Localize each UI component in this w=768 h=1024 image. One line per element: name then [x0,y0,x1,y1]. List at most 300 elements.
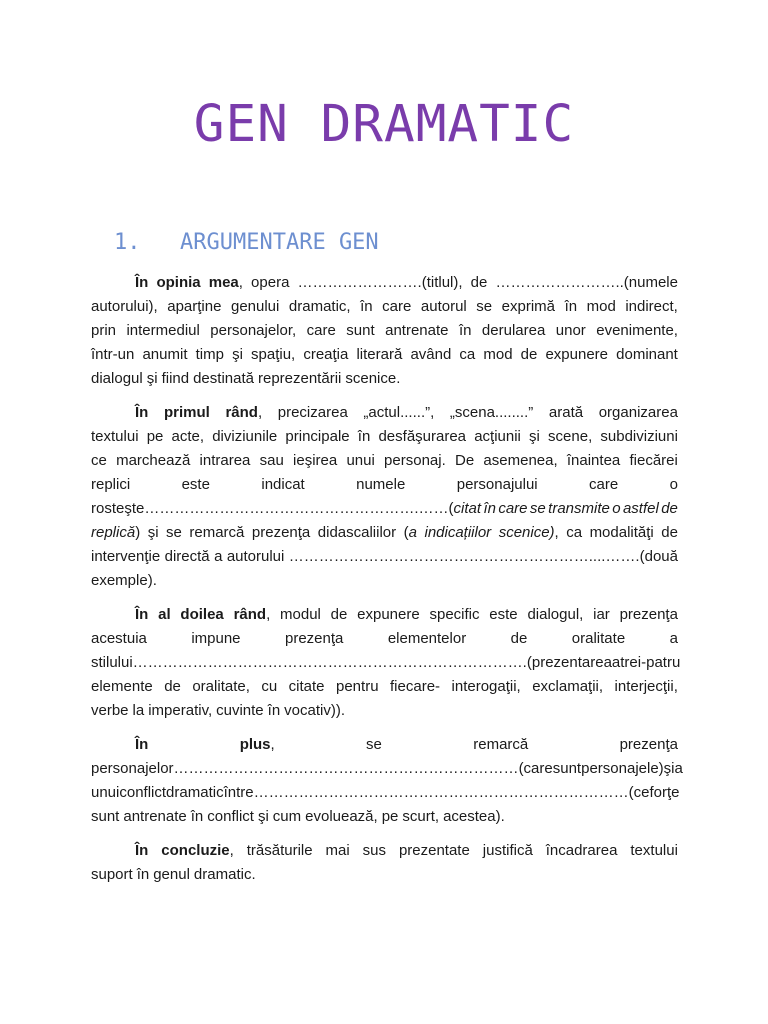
word: citate [288,678,325,695]
word: fiind [161,370,190,387]
word: anumit [142,346,188,363]
word: organizarea [598,404,678,421]
word: cuvinte [216,702,264,719]
word: se [366,736,382,753]
word-group [495,271,678,295]
word-group [247,839,313,863]
word-group [258,367,341,391]
word: indicat [261,476,305,493]
word-group [180,603,223,627]
word: unor [555,322,586,339]
word: antrenate [385,322,449,339]
word-group [164,675,181,699]
word-group [166,521,182,545]
word-group [581,757,664,781]
word-group [587,295,616,319]
word-group [91,319,116,343]
word-group [530,497,546,521]
word: citat [453,500,482,517]
word: între…………………………………………………………………(ce [223,784,650,801]
word: pe [381,808,399,825]
word: interjecţii, [614,678,678,695]
word-group [346,319,374,343]
word-group [336,675,379,699]
word-group [356,473,405,497]
word-group [620,651,680,675]
word: în [190,808,204,825]
word: unui [346,452,375,469]
word: prezenţa [251,524,311,541]
word: replici [91,476,131,493]
word-group [593,603,610,627]
word: textului [91,428,139,445]
word-group [126,319,199,343]
word-group [135,401,148,425]
word: personajului [456,476,538,493]
word: de [520,346,538,363]
word: mea [208,274,239,291]
word: numele [356,476,406,493]
word: intermediul [126,322,200,339]
word-group [251,343,295,367]
word-group [91,651,527,675]
word-group [156,271,200,295]
word-group [260,449,284,473]
word: scene, [548,428,593,445]
word-group [135,271,148,295]
word-group [305,805,378,829]
word-group [363,401,434,425]
word-group [252,521,310,545]
word: În [135,404,149,421]
word-group [91,675,153,699]
word-group [298,271,463,295]
word-group [214,545,222,569]
word-group [166,781,224,805]
word: (care [518,760,553,777]
word: , [238,274,243,291]
word-group [116,449,190,473]
word: oralitate [571,630,626,647]
word: precizarea [277,404,348,421]
word: evoluează, [305,808,378,825]
word: de [661,500,678,517]
word-group [133,699,145,723]
word: prezenţa [284,630,344,647]
page-title: GEN DRAMATIC [193,95,575,154]
word-group [546,839,618,863]
word: , [257,404,263,421]
word: expunere [545,346,609,363]
word-group [307,319,336,343]
word-group [410,343,451,367]
word-group [273,805,301,829]
word-group [284,699,345,723]
word-group [91,757,519,781]
word: De [455,452,475,469]
word: reprezentării [257,370,342,387]
text-line [135,603,678,627]
word-group [293,449,337,473]
word-group [402,805,439,829]
word-group [670,627,678,651]
word: aparţine [167,298,222,315]
word-group [404,521,417,545]
word: forţe [649,784,680,801]
text-line [91,367,678,391]
word: se [166,524,182,541]
word: primul [163,404,210,421]
word-group [366,733,382,757]
word-group [457,473,538,497]
word-group [661,497,678,521]
word: autorului), [91,298,158,315]
word-group [357,603,420,627]
word: rând [233,606,267,623]
word-group [548,425,592,449]
word-group [285,627,343,651]
word: de [470,274,488,291]
word-group [384,449,446,473]
word: destinată [193,370,254,387]
text-line [91,805,678,829]
word-group [424,521,491,545]
word: verbe [91,702,129,719]
word-group [148,699,212,723]
word: sunt [346,322,375,339]
word-group [378,425,466,449]
word-group [212,425,277,449]
word-group [91,521,140,545]
word: acţiunii [474,428,521,445]
word-group [147,367,158,391]
text-line [91,497,678,521]
word: subdiviziuni [600,428,678,445]
word-group [278,401,348,425]
word: literară [356,346,403,363]
word-group [519,757,553,781]
word: timp [195,346,224,363]
word-group [193,367,254,391]
word: impune [191,630,241,647]
word-group [382,295,411,319]
word: astfel [622,500,659,517]
word: o [669,476,678,493]
word-group [91,367,143,391]
word-group [289,295,351,319]
word-group [91,497,481,521]
word: dialogul [91,370,143,387]
word-group [566,521,582,545]
word: oralitate, [192,678,250,695]
word-group [670,473,678,497]
word-group [612,651,620,675]
word-group [596,319,678,343]
word: concluzie [161,842,230,859]
word: prezentate [398,842,470,859]
word: arată [548,404,584,421]
word: a [611,654,621,671]
word: „actul......”, [363,404,435,421]
word-group [473,733,528,757]
word-group [207,805,254,829]
word-group [360,295,373,319]
word-group [545,343,608,367]
word-group [137,863,150,887]
word: care [498,500,528,517]
word-group [182,473,210,497]
word-group [600,425,678,449]
word: opinia [156,274,201,291]
word: în [136,866,150,883]
word-group [483,343,512,367]
word-group [331,603,348,627]
word: cum [272,808,302,825]
text-line [91,757,683,781]
text-line [91,863,678,887]
word-group [452,675,521,699]
word: expunere [357,606,420,623]
word-group [421,295,467,319]
word-group [482,319,545,343]
word-group [216,699,264,723]
word-group [625,295,678,319]
word-group [261,675,277,699]
word-group [91,699,129,723]
word: acestuia [91,630,147,647]
word-group [567,449,620,473]
word: conflict [119,784,167,801]
word: scurt, [402,808,440,825]
word-group [556,319,586,343]
word-group [91,805,119,829]
word: ) [135,524,141,541]
word-group [346,449,374,473]
word-group [572,627,625,651]
word: ( [403,524,409,541]
word-group [590,521,654,545]
text-line [91,473,678,497]
text-line [91,449,678,473]
word: prin [91,322,117,339]
word: autorului [226,548,285,565]
word-group [210,319,296,343]
word-group [158,603,171,627]
word: ieşirea [293,452,338,469]
word: având [410,346,452,363]
word: În [135,274,149,291]
word-group [474,425,521,449]
word: a [669,630,678,647]
word-group [232,343,243,367]
word: , [229,842,234,859]
word-group [209,271,243,295]
word: a [214,548,223,565]
word-group [455,449,474,473]
word: intrarea [199,452,251,469]
word: rând [225,404,258,421]
word-group [261,473,304,497]
word: scenice) [498,524,555,541]
word: directă [164,548,210,565]
text-line [135,733,678,757]
word-group [664,757,675,781]
text-line [91,627,678,651]
word: personajelor, [210,322,297,339]
word-group [620,733,678,757]
word: asemenea, [483,452,558,469]
word: şi [663,760,675,777]
word: la [132,702,145,719]
word: textului [630,842,678,859]
word: justifică [482,842,533,859]
word: cu [261,678,278,695]
word: de [330,606,348,623]
word: remarcă [189,524,245,541]
word: înaintea [566,452,621,469]
word-group [675,757,683,781]
word: trei-patru [620,654,681,671]
word: personajele) [581,760,664,777]
word: acte, [171,428,205,445]
word: exemple). [91,572,157,589]
word-group [189,521,244,545]
word: indicațiilor [424,524,492,541]
word: spaţiu, [251,346,296,363]
word-group [194,863,256,887]
word: care [589,476,619,493]
word: prezenţa [619,606,678,623]
word: rosteşte……………………………………………….……( [91,500,454,517]
word-group [142,343,187,367]
word: mod [483,346,513,363]
word: dramatic, [288,298,351,315]
word: de [510,630,528,647]
word-group [123,805,186,829]
word: …………………….(titlul), [297,274,463,291]
word: personaj. [384,452,446,469]
word-group [91,425,139,449]
word: a [408,524,417,541]
word-group [191,805,204,829]
word-group [399,839,470,863]
word-group [162,367,190,391]
word-group [91,781,119,805]
word-group [489,603,517,627]
word: iar [593,606,610,623]
text-line [91,699,678,723]
word-group [502,295,555,319]
word-group [498,497,527,521]
text-line [91,651,681,675]
word-group [227,545,285,569]
word: pe [146,428,164,445]
word-group [548,497,610,521]
word: stilului……………………………………………………………………. [91,654,527,671]
word: care [306,322,336,339]
word-group [165,545,210,569]
word-group [119,781,166,805]
word-group [91,627,147,651]
word: a [674,760,683,777]
word: trăsăturile [246,842,313,859]
word-group [289,675,325,699]
word: diviziunile [212,428,278,445]
text-line [91,569,678,593]
word-group [483,839,533,863]
word: prezenţa [619,736,678,753]
word: se [529,500,546,517]
word: ca [566,524,583,541]
word: în [564,298,578,315]
word: în [483,500,496,517]
word-group [200,449,251,473]
word: este [181,476,210,493]
word: scenice. [345,370,401,387]
word-group [91,863,133,887]
word: ……………………………………………………....…….(două [288,548,678,565]
word-group [565,295,578,319]
word-group [599,401,678,425]
word: intervenţie [91,548,161,565]
word-group [356,343,402,367]
word-group [135,603,148,627]
text-line [135,401,678,425]
word: genului [230,298,280,315]
word-group [549,401,583,425]
text-line [91,295,678,319]
word-group [630,839,678,863]
word: mod [586,298,616,315]
word-group [532,675,603,699]
word-group [363,839,386,863]
word: transmite [548,500,610,517]
word-group [318,521,396,545]
text-line [91,545,678,569]
word: genul [153,866,190,883]
word-group [429,603,479,627]
word-group [280,603,321,627]
word: în [360,298,373,315]
word: pentru [336,678,379,695]
word: este [489,606,518,623]
word: creaţia [303,346,349,363]
word-group [285,425,349,449]
word: (prezentarea [526,654,612,671]
word: sunt [91,808,120,825]
word: ce [91,452,107,469]
word-group [192,675,250,699]
word-group [251,271,289,295]
word-group [615,675,678,699]
word: sus [362,842,386,859]
word-group [459,319,472,343]
word-group [161,839,234,863]
word-group [345,367,400,391]
word: acestea). [443,808,505,825]
word-group [172,425,205,449]
word: evenimente, [596,322,678,339]
word-group [630,449,678,473]
word-group [147,425,164,449]
section-number: 1. [114,230,141,255]
word: doilea [180,606,224,623]
text-line [91,425,678,449]
word: în [458,322,472,339]
text-line [91,521,678,545]
word: suport [91,866,133,883]
word-group [135,733,148,757]
